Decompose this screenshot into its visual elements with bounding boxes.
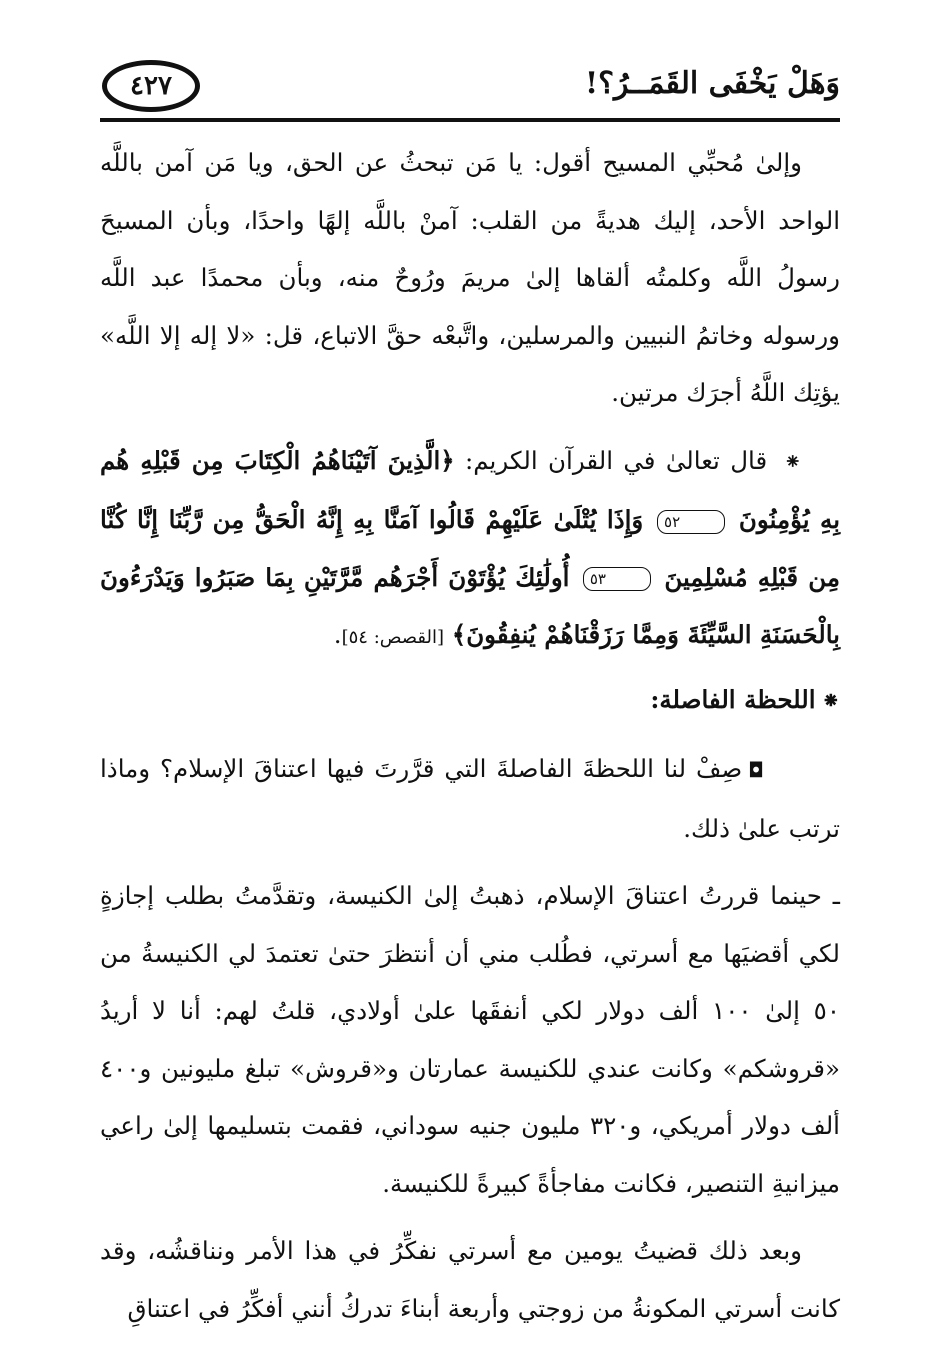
header-divider — [100, 118, 840, 122]
quote-intro: قال تعالىٰ في القرآن الكريم: — [464, 445, 768, 475]
page-body — [100, 134, 840, 1337]
star-bullet-icon: ⁕ — [821, 687, 840, 714]
star-bullet-icon: ⁕ — [783, 449, 802, 475]
quran-open-bracket: ﴿ — [440, 445, 455, 475]
section-heading — [100, 671, 840, 731]
quran-quote-paragraph — [100, 432, 840, 667]
paragraph-text: وبعد ذلك قضيتُ يومين مع أسرتي نفكِّرُ في هذا الأمر ونناقشُه، وقد كانت أسرتي المكونةُ من زوجتي وأربعة أبناءَ تدركُ أنني أفكِّرُ في اعتناقِ — [100, 1236, 840, 1323]
quran-verse-52: الَّذِينَ آتَيْنَاهُمُ الْكِتَابَ مِن قَبْلِهِ هُم بِهِ يُؤْمِنُونَ — [100, 445, 841, 534]
page-number-text: ٤٢٧ — [130, 71, 172, 101]
quran-verse-53: وَإِذَا يُتْلَىٰ عَلَيْهِمْ قَالُوا آمَنَّا بِهِ إِنَّهُ الْحَقُّ مِن رَّبِّنَا إِنَّا كُنَّا مِن قَبْلِهِ مُسْلِمِينَ — [100, 505, 840, 592]
paragraph-text: وإلىٰ مُحبِّي المسيح أقول: يا مَن تبحثُ عن الحق، ويا مَن آمن باللَّه الواحد الأحد، إليك هديةً من القلب: آمنْ باللَّه إلهًا واحدًا، وبأن المسيحَ رسولُ اللَّه وكلمتُه ألقاها إلىٰ مريمَ ورُوحٌ منه، وبأن محمدًا عبد اللَّه ورسوله وخاتمُ النبيين والمرسلين، واتَّبعْه حقَّ الاتباع، قل: «لا إله إلا اللَّه» يؤتِك اللَّهُ أجرَك مرتين. — [100, 148, 840, 407]
page-header — [100, 58, 840, 120]
paragraph-intro — [100, 134, 840, 422]
section-heading-text: اللحظة الفاصلة: — [650, 684, 816, 714]
answer-paragraph-1 — [100, 867, 840, 1212]
verse-number-52: ٥٢ — [657, 510, 725, 534]
interview-question — [100, 740, 840, 857]
quran-close-bracket: ﴾ — [451, 620, 467, 649]
page-number — [102, 60, 200, 112]
running-title: وَهَلْ يَخْفَى القَمَــرُ؟! — [584, 66, 840, 101]
question-text: صِفْ لنا اللحظةَ الفاصلةَ التي قرَّرتَ فيها اعتناقَ الإسلام؟ وماذا ترتب علىٰ ذلك. — [100, 754, 840, 843]
end-dot: . — [333, 620, 342, 649]
verse-number-53: ٥٣ — [583, 567, 651, 591]
quran-reference: [القصص: ٥٤] — [341, 627, 445, 648]
answer-paragraph-2 — [100, 1222, 840, 1337]
paragraph-text: ـ حينما قررتُ اعتناقَ الإسلام، ذهبتُ إلىٰ الكنيسة، وتقدَّمتُ بطلب إجازةٍ لكي أقضيَها مع أسرتي، فطُلب مني أن أنتظرَ حتىٰ تعتمدَ لي الكنيسةُ من ٥٠ إلىٰ ١٠٠ ألف دولار لكي أنفقَها علىٰ أولادي، قلتُ لهم: أنا لا أريدُ «قروشكم» وكانت عندي للكنيسة عمارتان و«قروش» تبلغ مليونين و٤٠٠ ألف دولار أمريكي، و٣٢٠ مليون جنيه سوداني، فقمت بتسليمها إلىٰ راعي ميزانيةِ التنصير، فكانت مفاجأةً كبيرةً للكنيسة. — [100, 881, 840, 1198]
question-marker-icon: ◘ — [748, 758, 764, 782]
quran-verse-54: أُولَٰئِكَ يُؤْتَوْنَ أَجْرَهُم مَّرَّتَيْنِ بِمَا صَبَرُوا وَيَدْرَءُونَ بِالْحَسَنَةِ السَّيِّئَةَ وَمِمَّا رَزَقْنَاهُمْ يُنفِقُونَ — [100, 562, 840, 649]
